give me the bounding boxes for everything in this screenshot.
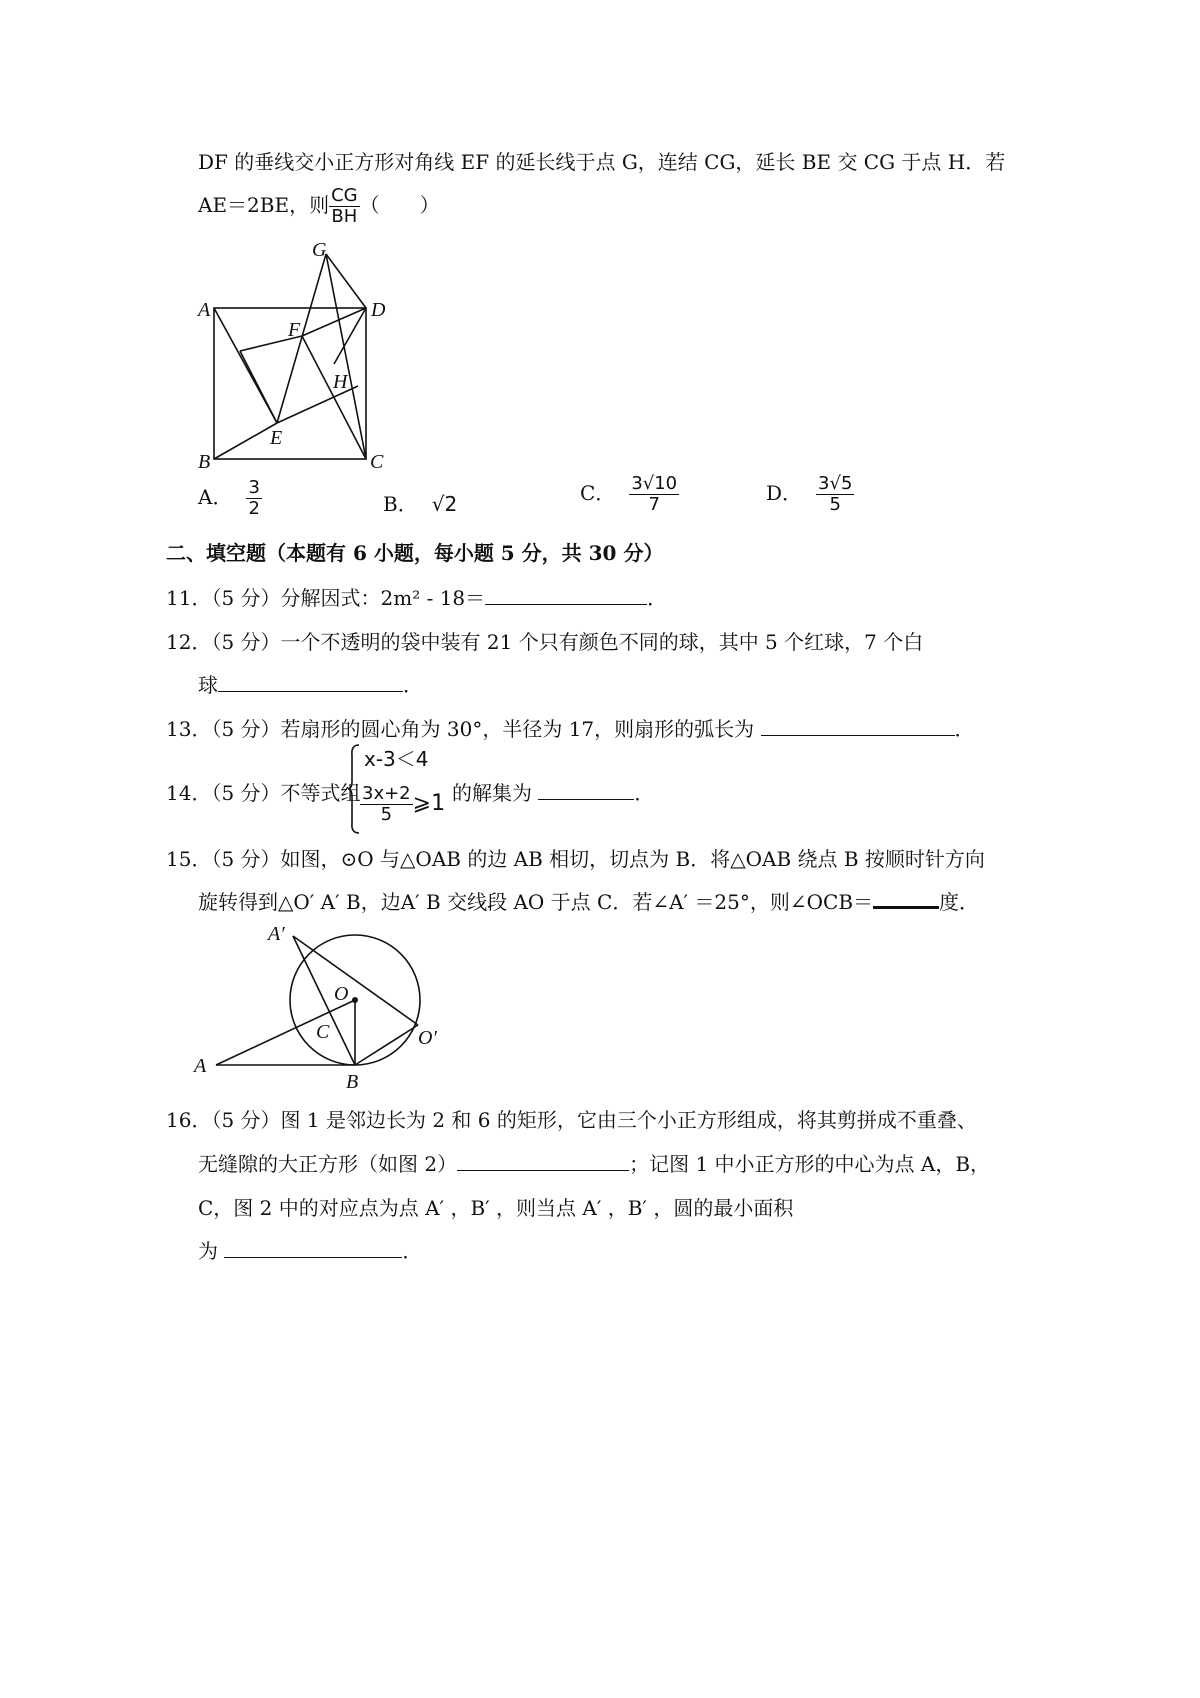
label-c: C — [370, 451, 384, 473]
option-c-num: 3√10 — [631, 473, 678, 494]
q13-blank[interactable] — [761, 734, 955, 736]
q14-ineq2-num: 3x+2 — [362, 783, 411, 804]
q10-line2-pre: AE＝2BE，则 — [198, 192, 330, 217]
option-b-value: √2 — [431, 492, 458, 516]
q14-ineq2-frac — [360, 784, 413, 825]
q15-line2 — [198, 886, 979, 915]
q10-line2-post: （ ） — [359, 192, 440, 217]
q16-line2 — [198, 1148, 990, 1177]
label-b-15: B — [346, 1071, 359, 1093]
q13-text: 13．（5 分）若扇形的圆心角为 30°，半径为 17，则扇形的弧长为 — [166, 717, 761, 741]
q14-blank[interactable] — [538, 798, 634, 800]
q10-figure — [190, 236, 410, 476]
label-f: F — [288, 319, 301, 341]
q10-frac-den: BH — [331, 205, 358, 227]
q14-tail — [452, 777, 654, 806]
option-d-den: 5 — [829, 493, 841, 515]
q16-line3: C，图 2 中的对应点为点 A′ ，B′ ，则当点 A′ ，B′ ，圆的最小面积 — [198, 1196, 794, 1220]
q15-line2-suffix: 度． — [939, 890, 980, 914]
option-c-letter: C． — [580, 480, 616, 505]
option-d-num: 3√5 — [818, 473, 853, 494]
q14-ineq2-rel: ⩾1 — [412, 790, 446, 816]
q16-line4 — [198, 1235, 422, 1264]
q12-blank[interactable] — [218, 690, 403, 692]
option-c-den: 7 — [648, 493, 660, 515]
q16-line2-pre: 无缝隙的大正方形（如图 2） — [198, 1152, 458, 1176]
q11-blank[interactable] — [485, 603, 647, 605]
q10-option-c — [580, 474, 679, 515]
option-a-letter: A． — [198, 484, 233, 509]
q11-suffix: ． — [647, 586, 668, 610]
option-b-letter: B． — [383, 492, 418, 516]
q10-fraction — [329, 186, 360, 227]
q16-line4-pre: 为 — [198, 1239, 225, 1263]
q16-blank-1[interactable] — [457, 1169, 629, 1171]
q15-line1: 15．（5 分）如图，⊙O 与△OAB 的边 AB 相切，切点为 B．将△OAB 绕点 B 按顺时针方向 — [166, 847, 985, 871]
q14-brace — [347, 743, 361, 835]
label-a: A — [198, 299, 211, 321]
q15-line2-text: 旋转得到△O′ A′ B，边A′ B 交线段 AO 于点 C．若∠A′ ＝25°，则∠OCB＝ — [198, 890, 874, 914]
q12-line2-pre: 球 — [198, 673, 218, 697]
section-heading: 二、填空题（本题有 6 小题，每小题 5 分，共 30 分） — [166, 541, 664, 565]
q10-option-b — [383, 488, 457, 517]
label-d: D — [371, 299, 386, 321]
option-d-letter: D． — [766, 480, 803, 505]
q12-line1: 12．（5 分）一个不透明的袋中装有 21 个只有颜色不同的球，其中 5 个红球，7 个白 — [166, 630, 924, 654]
q10-option-a — [198, 478, 262, 519]
label-a-prime: A′ — [268, 923, 285, 945]
q10-frac-num: CG — [331, 185, 358, 206]
q16-line4-post: ． — [402, 1239, 423, 1263]
q16-blank-2[interactable] — [224, 1256, 402, 1258]
option-a-frac — [246, 478, 261, 519]
q14-ineq2 — [360, 784, 445, 825]
center-point-o — [352, 997, 358, 1003]
label-b: B — [198, 451, 211, 473]
q14-suffix: ． — [634, 781, 655, 805]
q14-mid: 的解集为 — [452, 781, 539, 805]
q16-line2-post: ；记图 1 中小正方形的中心为点 A，B， — [629, 1152, 991, 1176]
label-o-prime: O′ — [418, 1027, 437, 1049]
q13 — [166, 713, 975, 742]
option-c-frac — [629, 474, 679, 515]
label-e: E — [270, 427, 283, 449]
q11-text: 11．（5 分）分解因式：2m² - 18＝ — [166, 586, 486, 610]
q16-line1: 16．（5 分）图 1 是邻边长为 2 和 6 的矩形，它由三个小正方形组成，将其剪拼成不重叠、 — [166, 1108, 977, 1132]
label-g: G — [312, 239, 327, 261]
option-a-den: 2 — [248, 497, 260, 519]
q14-ineq1: x-3＜4 — [364, 747, 429, 771]
label-a-15: A — [194, 1055, 207, 1077]
q10-option-d — [766, 474, 854, 515]
label-h: H — [333, 371, 348, 393]
q15-figure — [190, 920, 450, 1095]
option-a-num: 3 — [248, 477, 260, 498]
q10-line2 — [198, 186, 440, 227]
q12-line2 — [198, 669, 423, 698]
q14-text: 14．（5 分）不等式组 — [166, 781, 361, 805]
q13-suffix: ． — [954, 717, 975, 741]
q11 — [166, 582, 667, 611]
label-c-15: C — [316, 1021, 330, 1043]
q10-line1: DF 的垂线交小正方形对角线 EF 的延长线于点 G，连结 CG，延长 BE 交 CG 于点 H．若 — [198, 150, 1006, 174]
option-d-frac — [816, 474, 854, 515]
q15-blank[interactable] — [873, 905, 939, 909]
label-o: O — [334, 983, 349, 1005]
q12-line2-post: ． — [403, 673, 423, 697]
q14-ineq2-den: 5 — [380, 803, 393, 825]
q14 — [166, 777, 361, 806]
